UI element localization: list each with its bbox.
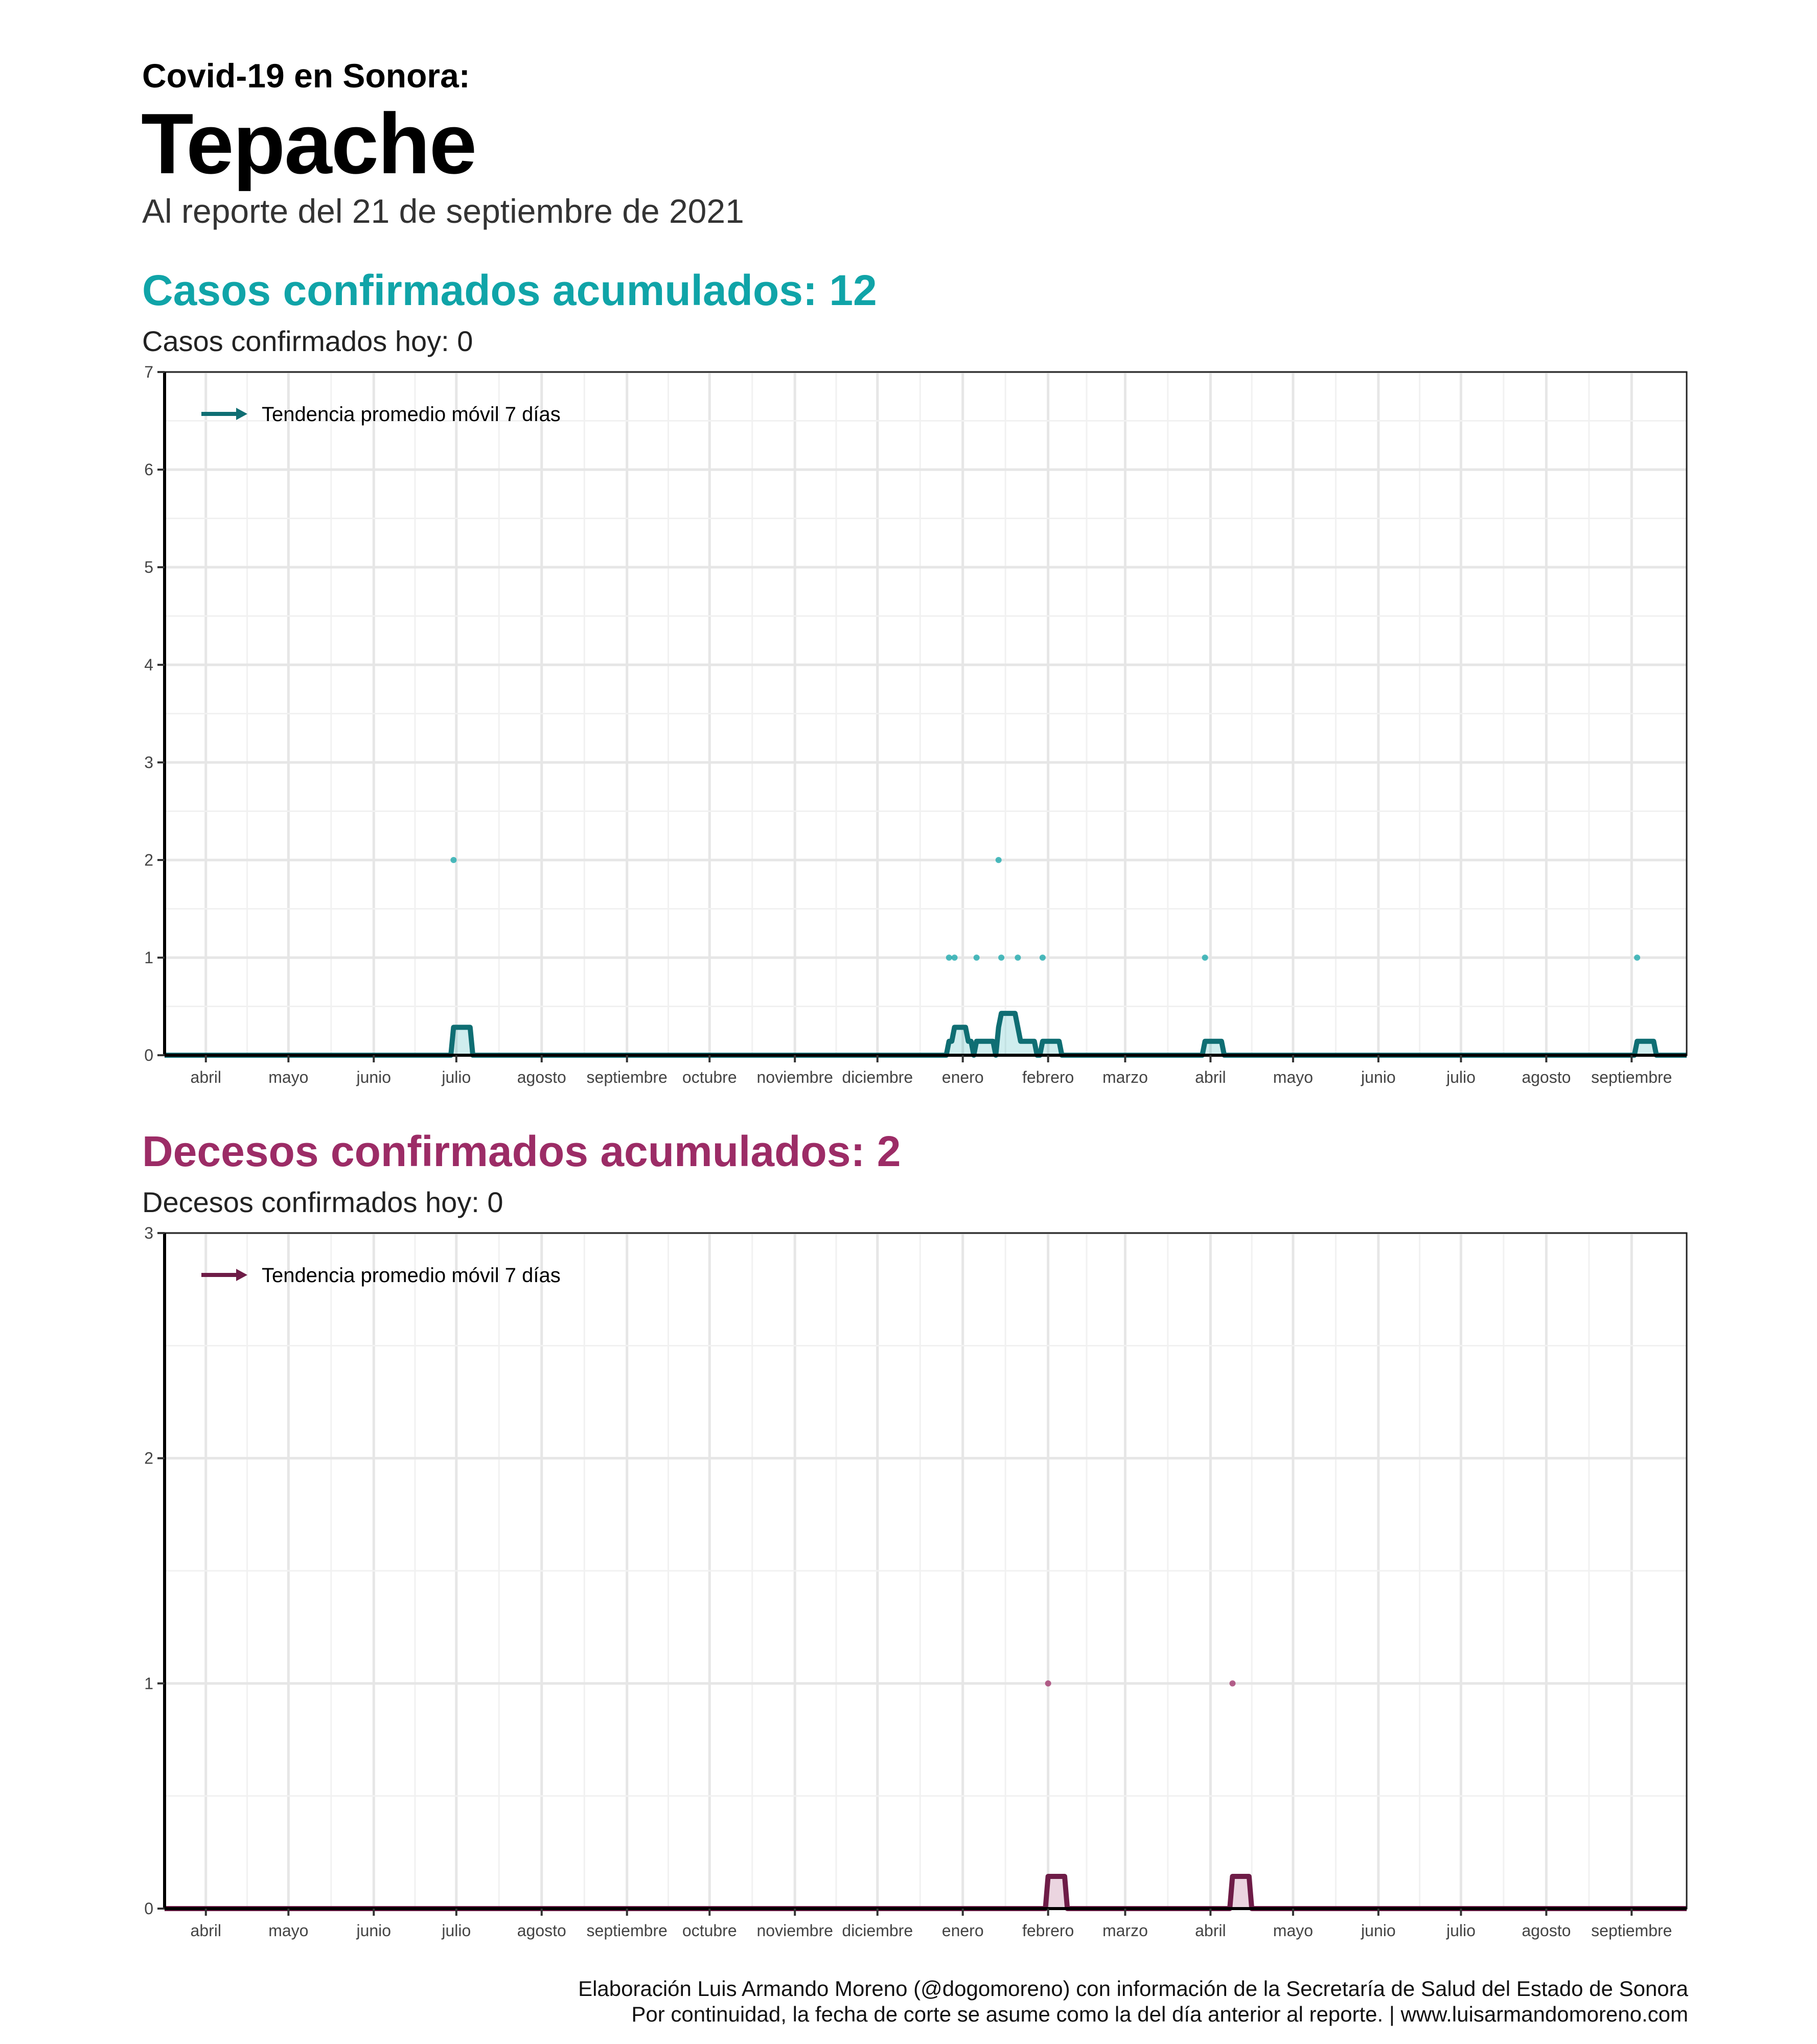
data-point [1040, 955, 1046, 961]
trend-line [165, 1876, 1687, 1909]
x-tick-label: junio [1361, 1921, 1396, 1940]
trend-area [165, 1876, 1687, 1909]
data-point [1229, 1680, 1235, 1686]
deaths-today-label: Decesos confirmados hoy: 0 [142, 1186, 503, 1218]
x-tick-label: julio [1446, 1068, 1476, 1086]
place-title: Tepache [141, 96, 476, 192]
deaths-chart [0, 1219, 1817, 1947]
legend-arrow-icon [236, 408, 247, 420]
x-tick-label: abril [190, 1921, 222, 1940]
grid [165, 1233, 1687, 1909]
footer-credit: Elaboración Luis Armando Moreno (@dogomoreno) con información de la Secretaría de Salud del Estado de Sonora [578, 1977, 1688, 2001]
x-tick-label: febrero [1022, 1921, 1074, 1940]
y-tick-label: 4 [144, 656, 153, 674]
x-tick-label: julio [1446, 1921, 1476, 1940]
y-tick-label: 3 [144, 1224, 153, 1242]
trend-line [165, 1013, 1687, 1055]
legend-label: Tendencia promedio móvil 7 días [262, 403, 561, 426]
x-tick-label: abril [1195, 1068, 1226, 1086]
x-tick-label: septiembre [1591, 1921, 1672, 1940]
y-tick-label: 2 [144, 1449, 153, 1468]
y-tick-label: 3 [144, 753, 153, 772]
x-tick-label: junio [1361, 1068, 1396, 1086]
trend-area [165, 1013, 1687, 1055]
y-tick-label: 5 [144, 558, 153, 576]
x-tick-label: septiembre [586, 1921, 668, 1940]
report-date: Al reporte del 21 de septiembre de 2021 [142, 192, 744, 230]
x-tick-label: octubre [682, 1068, 737, 1086]
grid [165, 372, 1687, 1055]
footer-note: Por continuidad, la fecha de corte se asume como la del día anterior al reporte. | www.luisarmandomoreno.com [631, 2002, 1688, 2026]
data-point [952, 955, 958, 961]
data-point [1045, 1680, 1051, 1686]
x-tick-label: septiembre [586, 1068, 668, 1086]
x-tick-label: noviembre [756, 1068, 833, 1086]
x-tick-label: julio [442, 1921, 471, 1940]
x-tick-label: agosto [1522, 1921, 1571, 1940]
x-tick-label: enero [941, 1921, 984, 1940]
x-tick-label: mayo [1273, 1068, 1314, 1086]
x-tick-label: marzo [1102, 1921, 1148, 1940]
legend [201, 1264, 561, 1287]
data-point [996, 857, 1002, 863]
kicker-title: Covid-19 en Sonora: [142, 57, 470, 95]
y-tick-label: 0 [144, 1046, 153, 1064]
y-tick-label: 1 [144, 948, 153, 967]
x-tick-label: septiembre [1591, 1068, 1672, 1086]
x-tick-label: mayo [268, 1068, 309, 1086]
cases-today-label: Casos confirmados hoy: 0 [142, 325, 473, 357]
x-tick-label: mayo [268, 1921, 309, 1940]
legend [201, 403, 561, 426]
x-tick-label: marzo [1102, 1068, 1148, 1086]
x-tick-label: enero [941, 1068, 984, 1086]
data-point [1015, 955, 1021, 961]
x-tick-label: noviembre [756, 1921, 833, 1940]
x-tick-label: abril [1195, 1921, 1226, 1940]
data-point [1202, 955, 1208, 961]
data-point [974, 955, 980, 961]
x-tick-label: diciembre [842, 1068, 913, 1086]
x-tick-label: agosto [1522, 1068, 1571, 1086]
y-tick-label: 0 [144, 1899, 153, 1918]
y-tick-label: 6 [144, 460, 153, 479]
x-tick-label: junio [356, 1921, 392, 1940]
x-tick-label: agosto [517, 1068, 566, 1086]
x-tick-label: abril [190, 1068, 222, 1086]
x-tick-label: diciembre [842, 1921, 913, 1940]
y-tick-label: 2 [144, 851, 153, 869]
x-tick-label: julio [442, 1068, 471, 1086]
data-point [1634, 955, 1640, 961]
legend-label: Tendencia promedio móvil 7 días [262, 1264, 561, 1287]
cases-chart [0, 358, 1817, 1094]
y-tick-label: 1 [144, 1674, 153, 1693]
x-tick-label: mayo [1273, 1921, 1314, 1940]
x-tick-label: agosto [517, 1921, 566, 1940]
x-tick-label: febrero [1022, 1068, 1074, 1086]
cases-section-title: Casos confirmados acumulados: 12 [142, 266, 877, 314]
x-tick-label: octubre [682, 1921, 737, 1940]
data-point [946, 955, 952, 961]
legend-arrow-icon [236, 1269, 247, 1281]
x-tick-label: junio [356, 1068, 392, 1086]
data-point [998, 955, 1004, 961]
deaths-section-title: Decesos confirmados acumulados: 2 [142, 1127, 901, 1175]
y-tick-label: 7 [144, 363, 153, 381]
data-point [450, 857, 456, 863]
